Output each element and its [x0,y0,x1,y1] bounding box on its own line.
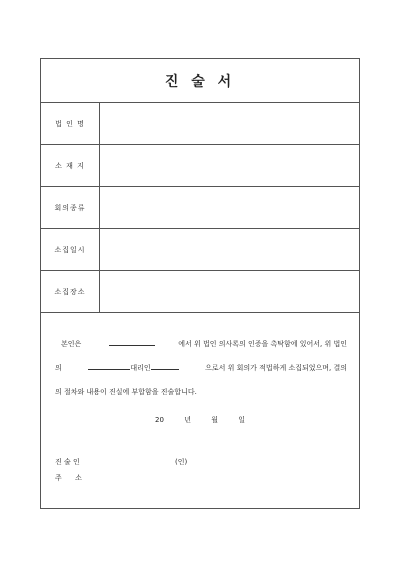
field-row-corporation-name [41,103,359,145]
field-value-convocation-datetime[interactable] [100,229,359,270]
field-label-meeting-type: 회의종류 [41,187,100,228]
form-title: 진 술 서 [41,59,359,103]
statement-line-3: 의 절차와 내용이 진실에 부합함을 진술합니다. [55,388,197,396]
date-year-unit: 년 [184,416,191,424]
date-line [41,415,359,425]
statement-text: 에서 위 법인 의사록의 인증을 촉탁함에 있어서, 위 법인 [178,340,347,348]
field-row-meeting-type [41,187,359,229]
field-row-convocation-place [41,271,359,313]
field-row-convocation-datetime [41,229,359,271]
statement-form [40,58,360,509]
statement-line-1 [55,339,347,349]
statement-text: 대리인 [130,364,151,372]
date-year-prefix: 20 [155,416,164,424]
statement-text: 의 [55,364,62,372]
field-row-location [41,145,359,187]
seal-mark: (인) [175,458,188,466]
field-label-convocation-place: 소집장소 [41,271,100,312]
field-value-convocation-place[interactable] [100,271,359,312]
blank-agent[interactable] [151,363,179,370]
statement-text: 본인은 [61,340,82,348]
date-day-unit: 일 [238,416,245,424]
field-label-convocation-datetime: 소집일시 [41,229,100,270]
field-value-corporation-name[interactable] [100,103,359,144]
signer-label: 진 술 인 [55,458,80,466]
blank-company[interactable] [109,339,155,346]
statement-line-2 [55,363,347,373]
address-label: 주 소 [55,474,82,482]
field-label-location: 소 재 지 [41,145,100,186]
blank-representative[interactable] [88,363,130,370]
field-value-location[interactable] [100,145,359,186]
date-month-unit: 월 [211,416,218,424]
field-value-meeting-type[interactable] [100,187,359,228]
statement-text: 으로서 위 회의가 적법하게 소집되었으며, 결의 [205,364,347,372]
field-label-corporation-name: 법 인 명 [41,103,100,144]
